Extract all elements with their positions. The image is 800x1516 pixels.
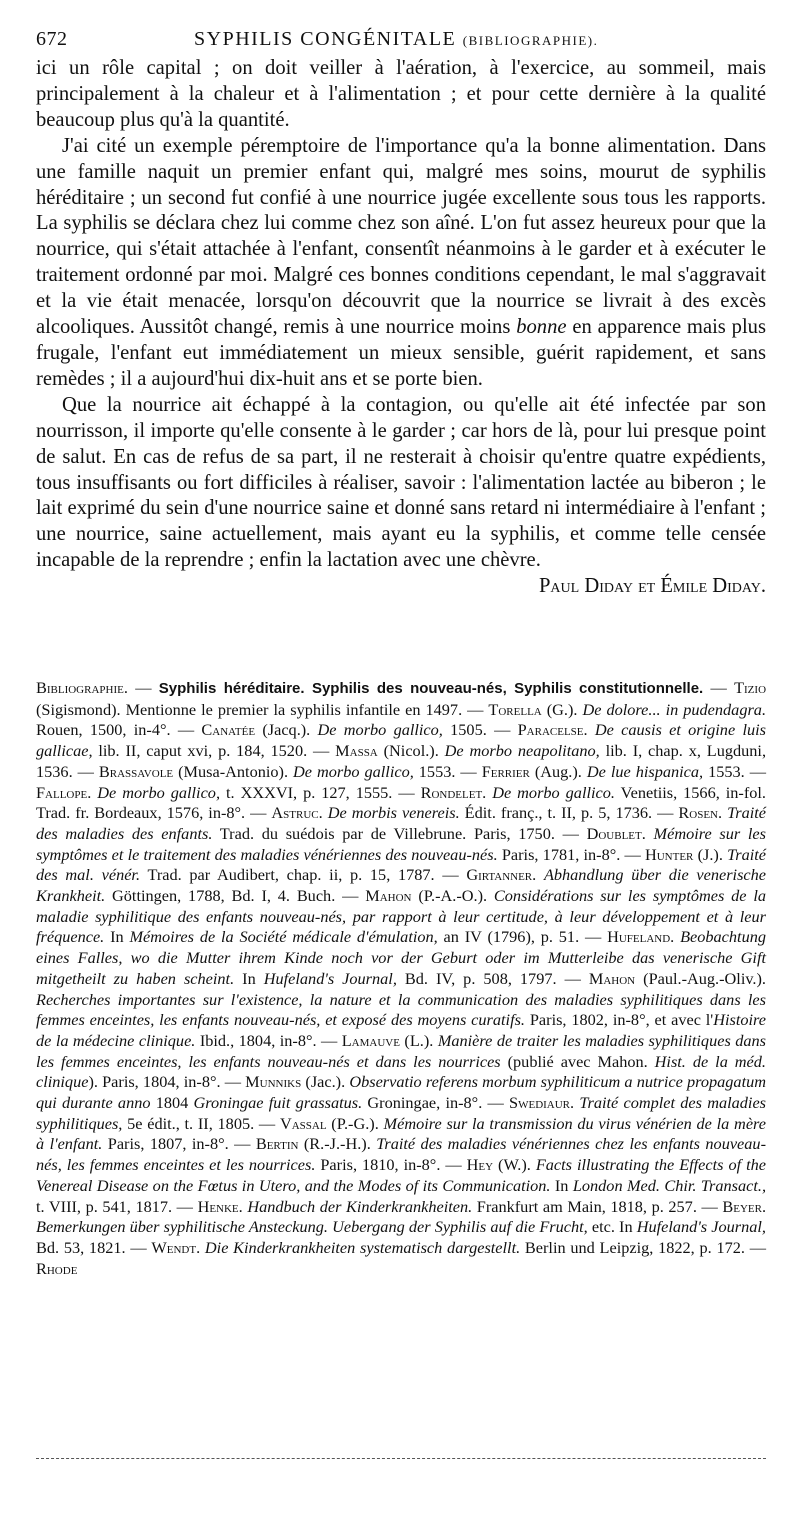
bibliography: Bibliographie. — Syphilis héréditaire. Syphilis des nouveau-nés, Syphilis constitutionnelle. — Tizio (Sigismond). Mentionne le premier la syphilis infantile en 1497. — Torella (G.). De dolore... in pudendagra. Rouen, 1500, in-4°. — Canatée (Jacq.). De morbo gallico, 1505. — Paracelse. De causis et origine luis gallicae, lib. II, caput xvi, p. 184, 1520. — Massa (Nicol.). De morbo neapolitano, lib. I, chap. x, Lugduni, 1536. — Brassavole (Musa-Antonio). De morbo gallico, 1553. — Ferrier (Aug.). De lue hispanica, 1553. — Fallope. De morbo gallico, t. XXXVI, p. 127, 1555. — Rondelet. De morbo gallico. Venetiis, 1566, in-fol. Trad. fr. Bordeaux, 1576, in-8°. — Astruc. De morbis venereis. Édit. franç., t. II, p. 5, 1736. — Rosen. Traité des maladies des enfants. Trad. du suédois par de Villebrune. Paris, 1750. — Doublet. Mémoire sur les symptômes et le traitement des maladies vénériennes des nouveau-nés. Paris, 1781, in-8°. — Hunter (J.). Traité des mal. vénér. Trad. par Audibert, chap. ii, p. 15, 1787. — Girtanner. Abhandlung über die venerische Krankheit. Göttingen, 1788, Bd. I, 4. Buch. — Mahon (P.-A.-O.). Considérations sur les symptômes de la maladie syphilitique des enfants nouveau-nés, par rapport à leur certitude, à leur développement et à leur fréquence. In Mémoires de la Société médicale d'émulation, an IV (1796), p. 51. — Hufeland. Beobachtung eines Falles, wo die Mutter ihrem Kinde noch vor der Geburt oder im Mutterleibe das venerische Gift mitgetheilt zu haben scheint. In Hufeland's Journal, Bd. IV, p. 508, 1797. — Mahon (Paul.-Aug.-Oliv.). Recherches importantes sur l'existence, la nature et la communication des maladies syphilitiques dans les femmes enceintes, les enfants nouveau-nés, et exposé des moyens curatifs. Paris, 1802, in-8°, et avec l'Histoire de la médecine clinique. Ibid., 1804, in-8°. — Lamauve (L.). Manière de traiter les maladies syphilitiques dans les femmes enceintes, les enfants nouveau-nés et dans les nourrices (publié avec Mahon. Hist. de la méd. clinique). Paris, 1804, in-8°. — Munniks (Jac.). Observatio referens morbum syphiliticum a nutrice propagatum qui durante anno 1804 Groningae fuit grassatus. Groningae, in-8°. — Swediaur. Traité complet des maladies syphilitiques, 5e édit., t. II, 1805. — Vassal (P.-G.). Mémoire sur la transmission du virus vénérien de la mère à l'enfant. Paris, 1807, in-8°. — Bertin (R.-J.-H.). Traité des maladies vénériennes chez les enfants nouveau-nés, les femmes enceintes et les nourrices. Paris, 1810, in-8°. — Hey (W.). Facts illustrating the Effects of the Venereal Disease on the Fœtus in Utero, and the Modes of its Communication. In London Med. Chir. Transact., t. VIII, p. 541, 1817. — Henke. Handbuch der Kinderkrankheiten. Frankfurt am Main, 1818, p. 257. — Beyer. Bemerkungen über syphilitische Ansteckung. Uebergang der Syphilis auf die Frucht, etc. In Hufeland's Journal, Bd. 53, 1821. — Wendt. Die Kinderkrankheiten systematisch dargestellt. Berlin und Leipzig, 1822, p. 172. — Rhode <box>36 678 767 1278</box>
bib-text: 1553. — <box>703 761 767 781</box>
bib-title: De morbo neapolitano, <box>444 741 600 761</box>
bib-text: Bd. IV, p. 508, 1797. — <box>396 968 589 988</box>
bib-text: Berlin und Leipzig, 1822, p. 172. — <box>520 1237 767 1257</box>
bib-title: Traité des maladies vénériennes chez les enfants nouveau-nés, les femmes enceintes et les nourrices. <box>36 1134 766 1175</box>
bib-title: Mémoire sur les symptômes et le traitement des maladies vénériennes des nouveau-nés. <box>36 823 766 864</box>
bib-title: Handbuch der Kinderkrankheiten. <box>247 1196 473 1216</box>
bib-author: Rondelet. <box>420 782 487 802</box>
bib-author: Ferrier <box>481 761 530 781</box>
bib-text: Groningae, in-8°. — <box>362 1093 510 1113</box>
bib-text: (W.). <box>493 1155 536 1175</box>
bib-author: Mahon <box>588 968 636 988</box>
bib-text: (Paul.-Aug.-Oliv.). <box>635 968 766 988</box>
bib-author: Mahon <box>365 886 412 906</box>
bib-text: t. XXXVI, p. 127, 1555. — <box>220 782 421 802</box>
bib-author: Canatée <box>201 720 256 740</box>
bib-title: Traité des maladies des enfants. <box>36 803 766 843</box>
bib-title: Hufeland's Journal, <box>636 1217 766 1237</box>
bib-title: De dolore... in pudendagra. <box>582 699 767 719</box>
bib-author: Hunter <box>644 844 694 864</box>
bib-text: Ibid., 1804, in-8°. — <box>195 1030 342 1050</box>
bibliography-heading: Syphilis héréditaire. Syphilis des nouveau-nés, Syphilis constitutionnelle. <box>158 680 704 697</box>
bib-author: Rhode <box>36 1258 78 1278</box>
bib-author: Wendt. <box>151 1237 201 1257</box>
paragraph-2 <box>36 134 766 393</box>
bib-title: De morbo gallico, <box>317 720 443 740</box>
bib-title: Bemerkungen über syphilitische Ansteckung. Uebergang der Syphilis auf die Frucht, <box>36 1217 588 1237</box>
bib-text: Bd. 53, 1821. — <box>36 1237 152 1257</box>
bib-text: (Jac.). <box>301 1072 350 1092</box>
bib-author: Henke. <box>197 1196 243 1216</box>
running-title-main: SYPHILIS CONGÉNITALE <box>194 28 457 50</box>
bib-text: (L.). <box>399 1030 438 1050</box>
paragraph-2-emphasis: bonne <box>516 316 567 339</box>
paragraph-3 <box>36 393 766 598</box>
bib-author: Tizio <box>734 678 767 697</box>
bib-text: (Jacq.). <box>255 720 318 740</box>
bib-text: Trad. du suédois par de Villebrune. Paris, 1750. — <box>212 823 587 843</box>
bib-text: In <box>234 968 264 988</box>
bib-title: Die Kinderkrankheiten systematisch dargestellt. <box>204 1237 521 1257</box>
running-header <box>36 28 766 56</box>
bibliography-lead: Bibliographie. <box>36 678 128 697</box>
bib-author: Fallope. <box>36 782 92 802</box>
bib-title: Observatio referens morbum syphiliticum a nutrice propagatum qui durante anno <box>36 1072 766 1113</box>
bib-title: Groningae fuit grassatus. <box>193 1093 363 1113</box>
bib-text: (P.-G.). <box>326 1113 384 1133</box>
bib-title: Considérations sur les symptômes de la maladie syphilitique des enfants nouveau-nés, par rapport à leur certitude, à leur développement et à leur fréquence. <box>36 886 767 947</box>
bib-author: Torella <box>488 699 542 719</box>
bib-text <box>646 824 654 843</box>
bib-text: Rouen, 1500, in-4°. — <box>36 720 202 740</box>
bib-title: Facts illustrating the Effects of the Venereal Disease on the Fœtus in Utero, and the Modes of its Communication. <box>36 1155 766 1195</box>
bib-title: De morbo gallico, <box>293 761 414 781</box>
bib-title: Traité complet des maladies syphilitiques, <box>36 1093 767 1133</box>
bib-text: (publié avec Mahon. <box>500 1051 655 1071</box>
bib-author: Massa <box>335 741 378 761</box>
bib-text: Paris, 1802, in-8°, et avec l' <box>525 1010 714 1030</box>
bib-text: Trad. par Audibert, chap. ii, p. 15, 1787. — <box>140 865 467 885</box>
bib-text: (Sigismond). Mentionne le premier la syphilis infantile en 1497. — <box>36 699 489 719</box>
bib-text: (P.-A.-O.). <box>411 886 494 906</box>
bib-author: Lamauve <box>341 1030 400 1050</box>
bib-text: Paris, 1781, in-8°. — <box>497 844 645 864</box>
bib-text <box>588 720 595 739</box>
bib-text: lib. I, chap. x, Lugduni, 1536. — <box>36 741 767 781</box>
page-bottom-rule <box>36 1458 766 1459</box>
bib-author: Swediaur. <box>509 1093 575 1113</box>
bib-title: De morbo gallico. <box>492 782 615 802</box>
bib-author: Hey <box>466 1155 494 1175</box>
bib-text: (J.). <box>693 844 728 864</box>
bib-text: 1804 <box>150 1093 194 1113</box>
bib-text: In <box>550 1175 573 1195</box>
bib-text: ). Paris, 1804, in-8°. — <box>88 1072 246 1092</box>
bib-title: De lue hispanica, <box>586 761 704 781</box>
bib-text: etc. In <box>587 1217 637 1237</box>
bib-author: Rosen. <box>678 803 723 823</box>
bib-text: lib. II, caput xvi, p. 184, 1520. — <box>92 741 336 761</box>
bib-text: (Nicol.). <box>377 741 445 761</box>
paragraph-2-text-a: J'ai cité un exemple péremptoire de l'importance qu'a la bonne alimentation. Dans une famille naquit un premier enfant qui, malgré mes soins, mourut de syphilis héréditaire ; un second fut confié à une nourrice jugée excellente sous tous les rapports. La syphilis se déclara chez lui comme chez son aîné. L'on fut assez heureux pour que la nourrice, qui s'était attachée à l'enfant, consentît néanmoins à le garder et à exécuter le traitement ordonné par moi. Malgré ces bonnes conditions cependant, le mal s'aggravait et la vie était menacée, lorsqu'on découvrit que la nourrice se livrait à des excès alcooliques. Aussitôt changé, remis à une nourrice moins <box>36 134 766 339</box>
bib-text: Paris, 1807, in-8°. — <box>102 1134 256 1154</box>
bib-text: (Musa-Antonio). <box>173 761 294 781</box>
bib-title: De morbis venereis. <box>327 803 460 823</box>
bib-title: London Med. Chir. Transact., <box>572 1175 767 1195</box>
bib-author: Munniks <box>245 1072 302 1092</box>
bib-author: Astruc. <box>271 803 323 823</box>
bib-text: t. VIII, p. 541, 1817. — <box>36 1196 198 1216</box>
bib-text: Édit. franç., t. II, p. 5, 1736. — <box>459 803 679 823</box>
bib-author: Girtanner. <box>466 865 537 885</box>
paragraph-3-text: Que la nourrice ait échappé à la contagion, ou qu'elle ait été infectée par son nourrisson, il importe qu'elle consente à le garder ; car hors de là, pour lui presque point de salut. En cas de refus de sa part, il ne resterait à choisir qu'entre quatre expédients, tous insuffisants ou fort difficiles à réaliser, savoir : l'alimentation lactée au biberon ; le lait exprimé du sein d'une nourrice saine et donné sans retard ni intermédiaire à l'enfant ; une nourrice, saine actuellement, mais ayant eu la syphilis, et comme telle censée incapable de la reprendre ; enfin la lactation avec une chèvre. <box>36 393 766 572</box>
book-page <box>36 28 767 1278</box>
bib-author: Beyer. <box>722 1196 767 1216</box>
bib-text: Paris, 1810, in-8°. — <box>315 1155 467 1175</box>
bib-text: 1553. — <box>413 761 482 781</box>
bib-author: Bertin <box>255 1134 299 1154</box>
main-text <box>36 56 766 598</box>
bib-title: Abhandlung über die venerische Krankheit. <box>36 865 767 906</box>
bib-text: (Aug.). <box>529 761 587 781</box>
bib-author: Doublet. <box>586 823 646 843</box>
bib-title: Manière de traiter les maladies syphilitiques dans les femmes enceintes, les enfants nouveau-nés et dans les nourrices <box>36 1030 766 1071</box>
bib-text: Göttingen, 1788, Bd. I, 4. Buch. — <box>105 886 366 906</box>
bib-text: (R.-J.-H.). <box>298 1134 377 1154</box>
author-signature: Paul Diday et Émile Diday. <box>538 575 766 598</box>
paragraph-2-text-b: en apparence mais plus frugale, l'enfant eut immédiatement un mieux sensible, guérit rapidement, et sans remèdes ; il a aujourd'hui dix-huit ans et se porte bien. <box>36 316 766 390</box>
bib-text: In <box>104 927 130 947</box>
bib-author: Brassavole <box>98 761 174 781</box>
bib-text: Venetiis, 1566, in-fol. Trad. fr. Bordeaux, 1576, in-8°. — <box>36 782 766 823</box>
bib-title: Hufeland's Journal, <box>263 968 397 988</box>
bib-title: Mémoire sur la transmission du virus vénérien de la mère à l'enfant. <box>36 1113 767 1154</box>
bib-title: De morbo gallico, <box>97 782 221 802</box>
bib-title: Mémoires de la Société médicale d'émulation, <box>129 927 438 947</box>
bib-text: — <box>703 678 735 697</box>
bib-text: (G.). <box>541 699 583 719</box>
bib-text: 1505. — <box>442 720 518 740</box>
bib-text: an IV (1796), p. 51. — <box>437 927 608 947</box>
page-number: 672 <box>36 28 68 50</box>
bib-author: Vassal <box>279 1113 327 1133</box>
paragraph-1: ici un rôle capital ; on doit veiller à l'aération, à l'exercice, au sommeil, mais principalement à la chaleur et à l'alimentation ; et pour cette dernière à la qualité beaucoup plus qu'à la quantité. <box>36 57 766 131</box>
running-title-sub: (BIBLIOGRAPHIE). <box>462 33 599 48</box>
bib-title: Hist. de la méd. clinique <box>36 1051 766 1092</box>
bib-title: De causis et origine luis gallicae, <box>36 720 766 761</box>
bib-text: 5e édit., t. II, 1805. — <box>122 1113 280 1133</box>
bib-author: Hufeland. <box>607 927 675 947</box>
bib-author: Paracelse. <box>517 720 588 740</box>
bib-text: Frankfurt am Main, 1818, p. 257. — <box>472 1196 723 1216</box>
bib-title: Beobachtung eines Falles, wo die Mutter ihrem Kinde noch vor der Geburt oder im Mutterleibe das venerische Gift mitgetheilt zu haben scheint. <box>36 927 766 988</box>
bib-text <box>536 865 544 884</box>
bib-title: Recherches importantes sur l'existence, la nature et la communication des maladies syphilitiques dans les femmes enceintes, les enfants nouveau-nés, et exposé des moyens curatifs. <box>36 989 766 1030</box>
bib-title: Histoire de la médecine clinique. <box>36 1010 766 1050</box>
bib-title: Traité des mal. vénér. <box>36 844 766 885</box>
running-title <box>194 28 598 51</box>
